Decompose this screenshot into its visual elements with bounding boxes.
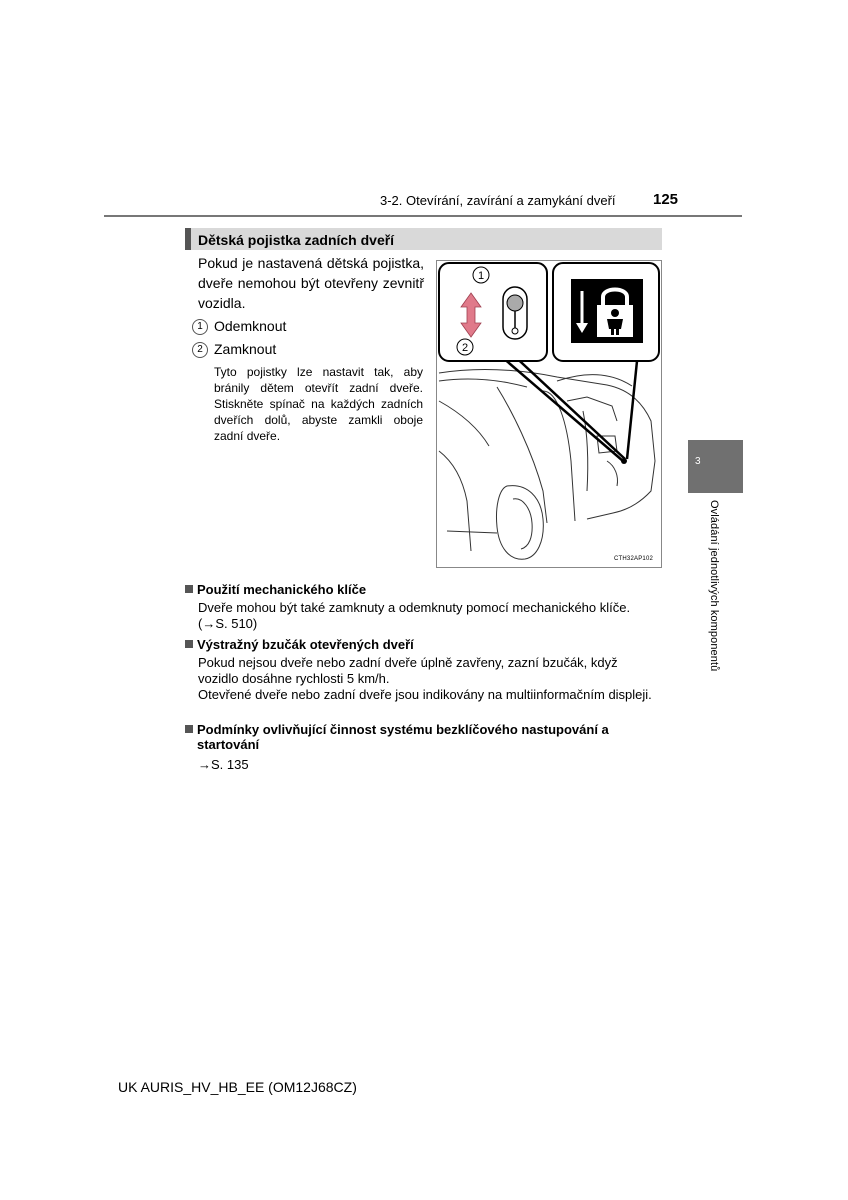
list-item-lock — [192, 341, 422, 361]
subsection-text: Dveře mohou být také zamknuty a odemknuty pomocí mechanického klíče. — [198, 600, 631, 615]
subsection-heading: Výstražný bzučák otevřených dveří — [185, 637, 663, 652]
footer-model-code: UK AURIS_HV_HB_EE (OM12J68CZ) — [118, 1079, 357, 1095]
figure-code: CTH32AP102 — [614, 556, 654, 562]
intro-paragraph: Pokud je nastavená dětská pojistka, dveře nemohou být otevřeny zevnitř vozidla. — [198, 255, 424, 311]
callout-number-2: 2 — [192, 342, 208, 358]
callout-number-1: 1 — [192, 319, 208, 335]
list-item-label: Odemknout — [214, 318, 287, 334]
page-reference: →S. 135 — [198, 757, 249, 772]
subsection-keyless-conditions — [185, 722, 663, 773]
lock-knob-icon — [507, 295, 523, 311]
subsection-door-buzzer — [185, 637, 663, 703]
lock-detail-panel — [439, 263, 547, 361]
header-divider — [104, 215, 742, 217]
topic-title: Dětská pojistka zadních dveří — [198, 232, 395, 248]
list-item-unlock — [192, 318, 422, 338]
chapter-title-vertical: Ovládání jednotlivých komponentů — [708, 500, 720, 672]
section-title: 3-2. Otevírání, zavírání a zamykání dveří — [380, 193, 616, 208]
chapter-tab — [688, 440, 743, 493]
child-lock-illustration — [436, 260, 662, 568]
chapter-number: 3 — [695, 456, 701, 467]
page-reference: (→S. 510) — [198, 616, 258, 631]
lock-switch-dot — [621, 458, 627, 464]
subsection-heading: Použití mechanického klíče — [185, 582, 663, 597]
topic-title-bar — [185, 228, 662, 250]
list-item-label: Zamknout — [214, 341, 277, 357]
subsection-text: Pokud nejsou dveře nebo zadní dveře úplně zavřeny, zazní bzučák, když vozidlo dosáhne rychlosti 5 km/h. — [198, 655, 618, 686]
subsection-mechanical-key — [185, 582, 663, 632]
callout-1-text: 1 — [477, 270, 485, 282]
child-figure-icon — [611, 309, 619, 317]
callout-2-text: 2 — [461, 342, 469, 354]
bullet-square-icon — [185, 725, 193, 733]
bullet-square-icon — [185, 585, 193, 593]
subsection-text: Otevřené dveře nebo zadní dveře jsou indikovány na multiinformačním displeji. — [198, 687, 652, 702]
page-number: 125 — [653, 191, 679, 208]
note-paragraph: Tyto pojistky lze nastavit tak, aby bránily dětem otevřít zadní dveře. Stiskněte spínač na každých zadních dveřích dolů, abyste zamkli oboje zadní dveře. — [214, 365, 423, 443]
bullet-square-icon — [185, 640, 193, 648]
car-door-drawing — [437, 261, 663, 569]
subsection-heading: Podmínky ovlivňující činnost systému bezklíčového nastupování a startování — [185, 722, 663, 752]
